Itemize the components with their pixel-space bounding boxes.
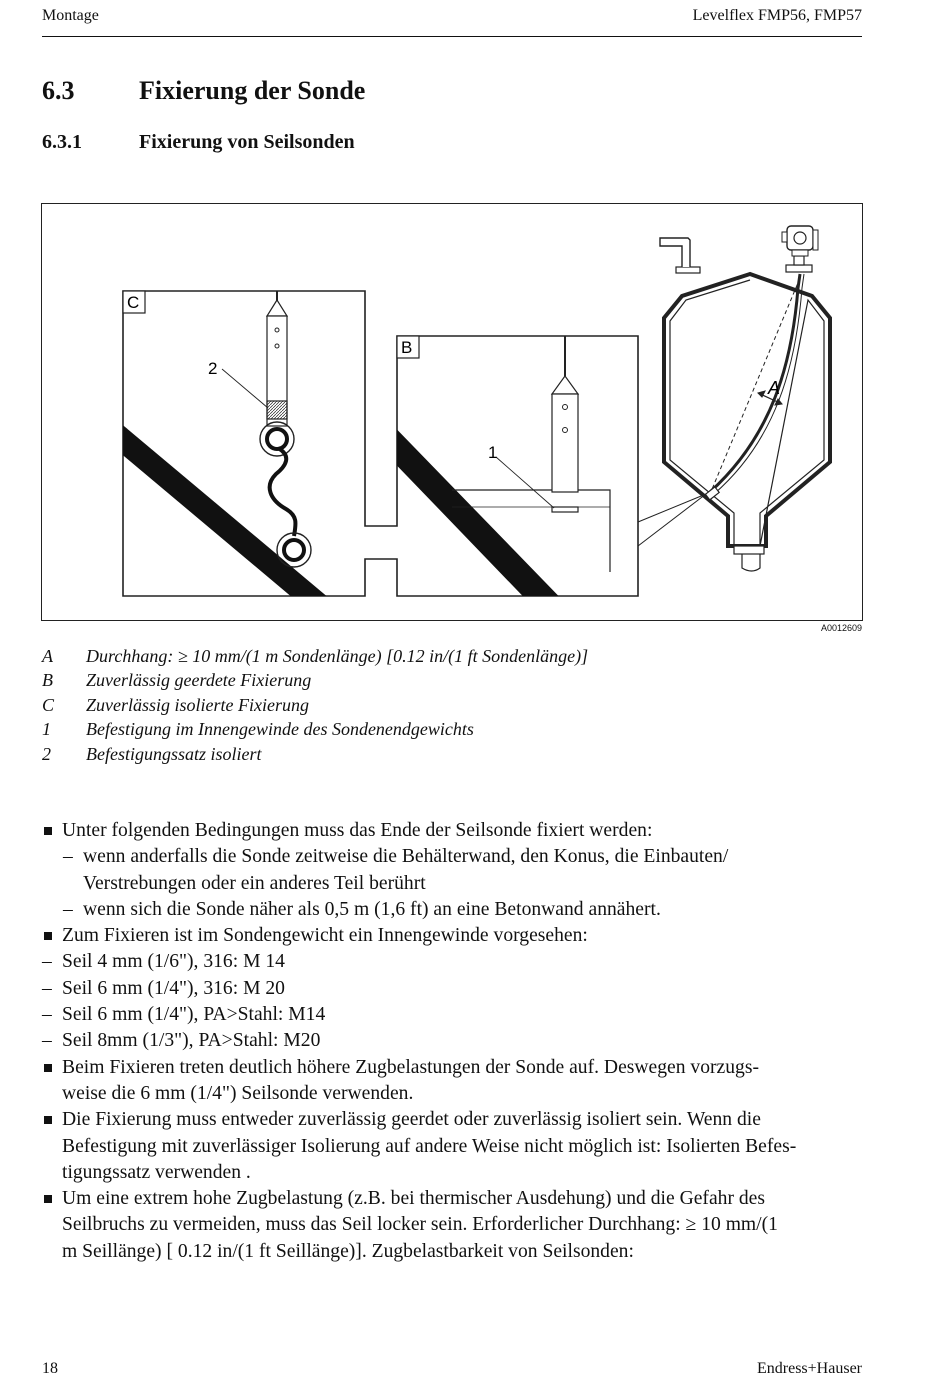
section-number: 6.3 — [42, 76, 75, 105]
label-b: B — [401, 338, 413, 357]
bullet-item — [42, 1055, 872, 1108]
bullet-item — [42, 818, 872, 844]
dash-item — [42, 976, 872, 1002]
legend-text: Zuverlässig geerdete Fixierung — [86, 670, 312, 691]
legend-row — [42, 670, 588, 694]
subsection-number: 6.3.1 — [42, 131, 82, 153]
running-header-product: Levelflex FMP56, FMP57 — [692, 7, 862, 24]
bullet-square-icon — [44, 1116, 52, 1124]
dash-text: Seil 6 mm (1/4"), 316: M 20 — [62, 977, 285, 999]
bullet-text: Um eine extrem hohe Zugbelastung (z.B. bei thermischer Ausdehung) und die Gefahr des — [62, 1188, 765, 1210]
dash-icon: – — [42, 951, 52, 973]
dash-text: wenn sich die Sonde näher als 0,5 m (1,6 ft) an eine Betonwand annähert. — [83, 898, 661, 920]
bullet-square-icon — [44, 1064, 52, 1072]
bullet-text: Befestigung mit zuverlässiger Isolierung auf andere Weise nicht möglich ist: Isolierten Befes- — [62, 1135, 797, 1157]
bullet-text: Die Fixierung muss entweder zuverlässig geerdet oder zuverlässig isoliert sein. Wenn die — [62, 1109, 761, 1131]
dash-icon: – — [63, 846, 73, 868]
subsection-heading — [42, 131, 355, 154]
header-rule — [42, 36, 862, 37]
section-heading — [42, 76, 365, 106]
bullet-item — [42, 923, 872, 949]
page-number: 18 — [42, 1360, 58, 1377]
dash-item — [42, 897, 872, 923]
dash-text: Seil 4 mm (1/6"), 316: M 14 — [62, 951, 285, 973]
bullet-text: tigungssatz verwenden . — [62, 1161, 251, 1183]
dash-item — [42, 1002, 872, 1028]
legend-key: 2 — [42, 743, 51, 764]
dash-item — [42, 1028, 872, 1054]
dash-icon: – — [42, 1004, 52, 1026]
panel-c — [112, 416, 342, 609]
footer-brand: Endress+Hauser — [757, 1360, 862, 1377]
legend-text: Zuverlässig isolierte Fixierung — [86, 694, 309, 715]
legend-text: Befestigung im Innengewinde des Sondenendgewichts — [86, 719, 474, 740]
dash-text: Verstrebungen oder ein anderes Teil berührt — [83, 872, 426, 894]
legend-row — [42, 695, 588, 719]
label-1: 1 — [488, 443, 498, 462]
figure-legend — [42, 646, 588, 768]
bullet-text: m Seillänge) [ 0.12 in/(1 ft Seillänge)]. Zugbelastbarkeit von Seilsonden: — [62, 1240, 634, 1262]
subsection-title: Fixierung von Seilsonden — [139, 131, 355, 153]
bullet-square-icon — [44, 932, 52, 940]
legend-text: Durchhang: ≥ 10 mm/(1 m Sondenlänge) [0.12 in/(1 ft Sondenlänge)] — [86, 646, 589, 666]
dash-text: wenn anderfalls die Sonde zeitweise die Behälterwand, den Konus, die Einbauten/ — [83, 846, 729, 868]
legend-row — [42, 744, 588, 768]
label-c: C — [127, 293, 140, 312]
running-header-section: Montage — [42, 7, 99, 24]
dash-item — [42, 949, 872, 975]
legend-key: A — [42, 646, 53, 666]
legend-key: B — [42, 670, 53, 691]
bullet-text: Beim Fixieren treten deutlich höhere Zugbelastungen der Sonde auf. Deswegen vorzugs- — [62, 1056, 759, 1078]
bullet-square-icon — [44, 1195, 52, 1203]
bullet-text: Zum Fixieren ist im Sondengewicht ein Innengewinde vorgesehen: — [62, 925, 588, 947]
dash-text: Seil 8mm (1/3"), PA>Stahl: M20 — [62, 1030, 321, 1052]
bullet-square-icon — [44, 827, 52, 835]
body-text — [42, 818, 872, 1265]
bullet-text: Unter folgenden Bedingungen muss das Ende der Seilsonde fixiert werden: — [62, 820, 653, 841]
legend-row — [42, 646, 588, 670]
dash-icon: – — [42, 1030, 52, 1052]
label-a: A — [768, 378, 781, 398]
bullet-text: weise die 6 mm (1/4") Seilsonde verwenden. — [62, 1082, 414, 1104]
legend-text: Befestigungssatz isoliert — [86, 743, 262, 764]
silo — [660, 226, 830, 571]
dash-item — [42, 844, 872, 897]
legend-key: C — [42, 694, 55, 715]
dash-icon: – — [63, 898, 73, 920]
legend-key: 1 — [42, 719, 51, 740]
legend-row — [42, 719, 588, 743]
label-2: 2 — [208, 359, 218, 378]
bullet-text: Seilbruchs zu vermeiden, muss das Seil locker sein. Erforderlicher Durchhang: ≥ 10 mm/(1 — [62, 1214, 778, 1236]
bullet-item — [42, 1186, 872, 1265]
probe-fixing-drawing — [42, 204, 862, 620]
probe-fixing-figure — [41, 203, 863, 621]
section-title: Fixierung der Sonde — [139, 76, 366, 105]
figure-id: A0012609 — [820, 623, 862, 633]
dash-icon: – — [42, 977, 52, 999]
dash-text: Seil 6 mm (1/4"), PA>Stahl: M14 — [62, 1004, 326, 1026]
bullet-item — [42, 1107, 872, 1186]
